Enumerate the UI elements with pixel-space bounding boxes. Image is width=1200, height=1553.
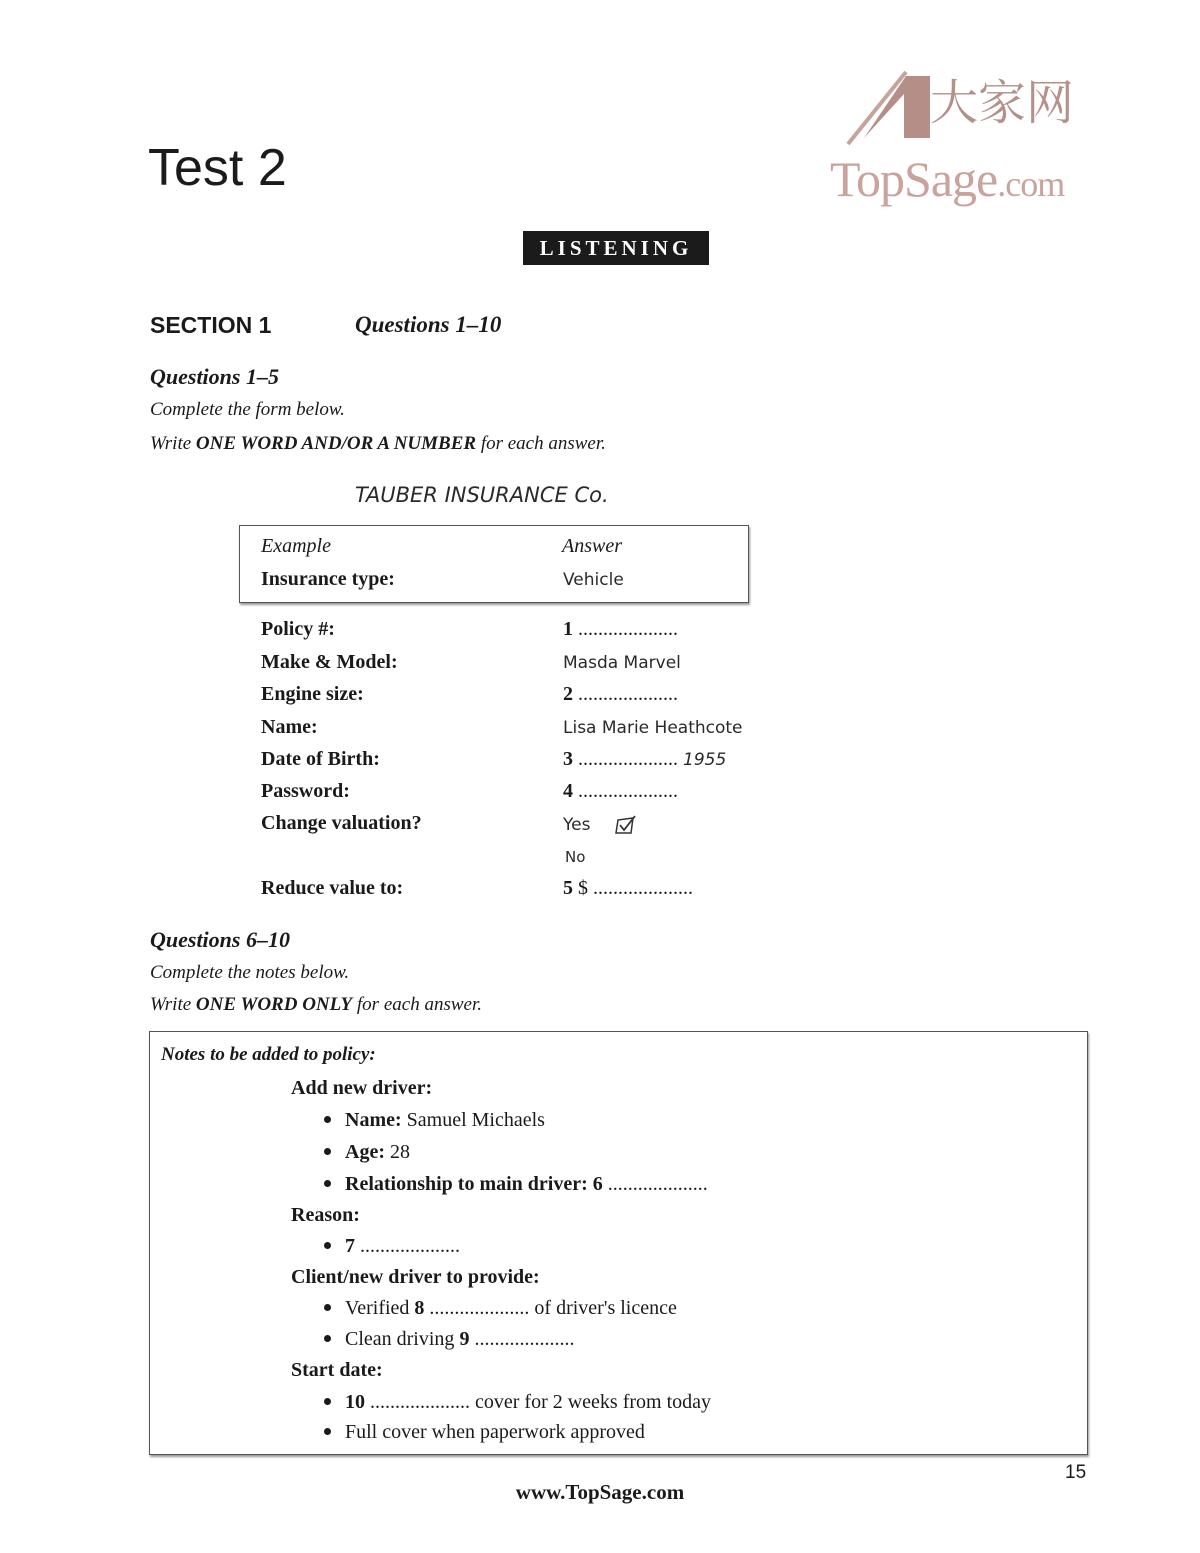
listening-badge: LISTENING xyxy=(523,231,709,265)
part2-heading: Questions 6–10 xyxy=(150,927,290,952)
logo-suffix: .com xyxy=(997,164,1065,204)
topsage-logo xyxy=(830,60,1110,220)
bullet-icon xyxy=(324,1148,331,1155)
bullet-icon xyxy=(324,1335,331,1342)
question-number-9: 9 xyxy=(459,1328,470,1350)
driver-age-value: 28 xyxy=(384,1141,410,1163)
bullet-icon xyxy=(324,1304,331,1311)
logo-brand: TopSage xyxy=(830,151,998,207)
question-number-4: 4 xyxy=(563,780,573,802)
section-label: SECTION 1 xyxy=(150,312,272,338)
answer-blank-5: $ .................... xyxy=(578,877,693,899)
row-value-make-model: Masda Marvel xyxy=(563,653,681,673)
driver-name-value: Samuel Michaels xyxy=(401,1109,545,1131)
row-value-name: Lisa Marie Heathcote xyxy=(563,718,743,738)
checked-box-icon xyxy=(614,815,636,835)
relationship-label: Relationship to main driver: 6 xyxy=(345,1173,603,1195)
notes-start-date: Start date: xyxy=(291,1359,383,1381)
notes-driver-age xyxy=(324,1141,410,1164)
footer-url[interactable]: www.TopSage.com xyxy=(515,1480,685,1504)
part1-instruction-2-pre: Write xyxy=(150,433,196,454)
bullet-icon xyxy=(324,1398,331,1405)
question-number-1: 1 xyxy=(563,618,573,640)
question-number-10: 10 xyxy=(345,1391,365,1413)
row-answer-policy xyxy=(563,618,678,641)
example-col-label: Example xyxy=(261,535,331,557)
notes-client-provide: Client/new driver to provide: xyxy=(291,1266,540,1288)
notes-reason: Reason: xyxy=(291,1204,360,1226)
answer-blank-2: .................... xyxy=(578,683,678,705)
part1-instruction-2 xyxy=(150,433,606,455)
part1-instruction-1: Complete the form below. xyxy=(150,399,345,420)
row-answer-dob xyxy=(563,748,726,771)
test-title: Test 2 xyxy=(148,139,287,197)
question-number-3: 3 xyxy=(563,748,573,770)
clean-pre: Clean driving xyxy=(345,1328,460,1350)
answer-blank-6: .................... xyxy=(602,1173,708,1195)
page-number: 15 xyxy=(1065,1462,1087,1483)
row-label-change-valuation: Change valuation? xyxy=(261,812,422,834)
row-answer-reduce-value xyxy=(563,877,693,900)
answer-blank-4: .................... xyxy=(578,780,678,802)
row-label-name: Name: xyxy=(261,716,318,738)
verified-post: .................... of driver's licence xyxy=(424,1297,677,1319)
verified-pre: Verified xyxy=(345,1297,415,1319)
bullet-icon xyxy=(324,1428,331,1435)
notes-cover xyxy=(324,1391,711,1414)
question-number-7: 7 xyxy=(345,1235,355,1257)
section-questions: Questions 1–10 xyxy=(355,312,502,337)
question-number-5: 5 xyxy=(563,877,573,899)
logo-english-text xyxy=(830,150,1064,208)
row-label-policy: Policy #: xyxy=(261,618,335,640)
part2-instruction-2 xyxy=(150,994,482,1016)
row-label-password: Password: xyxy=(261,780,350,802)
row-label-dob: Date of Birth: xyxy=(261,748,380,770)
bullet-icon xyxy=(324,1180,331,1187)
cover-post: .................... cover for 2 weeks from today xyxy=(365,1391,712,1413)
full-cover-text: Full cover when paperwork approved xyxy=(345,1421,645,1443)
notes-add-driver: Add new driver: xyxy=(291,1077,433,1099)
notes-reason-item xyxy=(324,1235,460,1258)
row-answer-password xyxy=(563,780,678,803)
part1-instruction-2-bold: ONE WORD AND/OR A NUMBER xyxy=(195,433,477,454)
answer-blank-1: .................... xyxy=(578,618,678,640)
clean-post: .................... xyxy=(469,1328,575,1350)
part2-instruction-2-bold: ONE WORD ONLY xyxy=(195,994,353,1015)
answer-blank-7: .................... xyxy=(355,1235,460,1257)
example-col-answer: Answer xyxy=(562,535,622,557)
bullet-icon xyxy=(324,1116,331,1123)
form-title: TAUBER INSURANCE Co. xyxy=(355,483,609,507)
logo-chinese-text: 大家网 xyxy=(930,75,1075,131)
example-value: Vehicle xyxy=(563,570,624,590)
notes-relationship xyxy=(324,1173,708,1196)
dob-year: 1955 xyxy=(683,750,727,770)
part2-instruction-2-pre: Write xyxy=(150,994,196,1015)
notes-full-cover xyxy=(324,1421,645,1444)
question-number-8: 8 xyxy=(414,1297,425,1319)
notes-clean-driving xyxy=(324,1328,574,1351)
driver-age-label: Age: xyxy=(345,1141,385,1163)
row-answer-engine xyxy=(563,683,678,706)
part1-instruction-2-post: for each answer. xyxy=(476,433,606,454)
valuation-option-no: No xyxy=(565,848,586,866)
row-label-engine: Engine size: xyxy=(261,683,364,705)
question-number-2: 2 xyxy=(563,683,573,705)
example-label: Insurance type: xyxy=(261,568,395,590)
bullet-icon xyxy=(324,1242,331,1249)
valuation-option-yes xyxy=(563,815,636,835)
part2-instruction-2-post: for each answer. xyxy=(352,994,482,1015)
part2-instruction-1: Complete the notes below. xyxy=(150,962,350,983)
notes-title: Notes to be added to policy: xyxy=(161,1044,376,1065)
notes-driver-name xyxy=(324,1109,545,1132)
row-label-reduce-value: Reduce value to: xyxy=(261,877,404,899)
valuation-yes-label: Yes xyxy=(563,815,591,835)
row-label-make-model: Make & Model: xyxy=(261,651,398,673)
driver-name-label: Name: xyxy=(345,1109,402,1131)
notes-verified xyxy=(324,1297,677,1320)
answer-blank-3: .................... xyxy=(578,748,678,770)
part1-heading: Questions 1–5 xyxy=(150,364,279,389)
